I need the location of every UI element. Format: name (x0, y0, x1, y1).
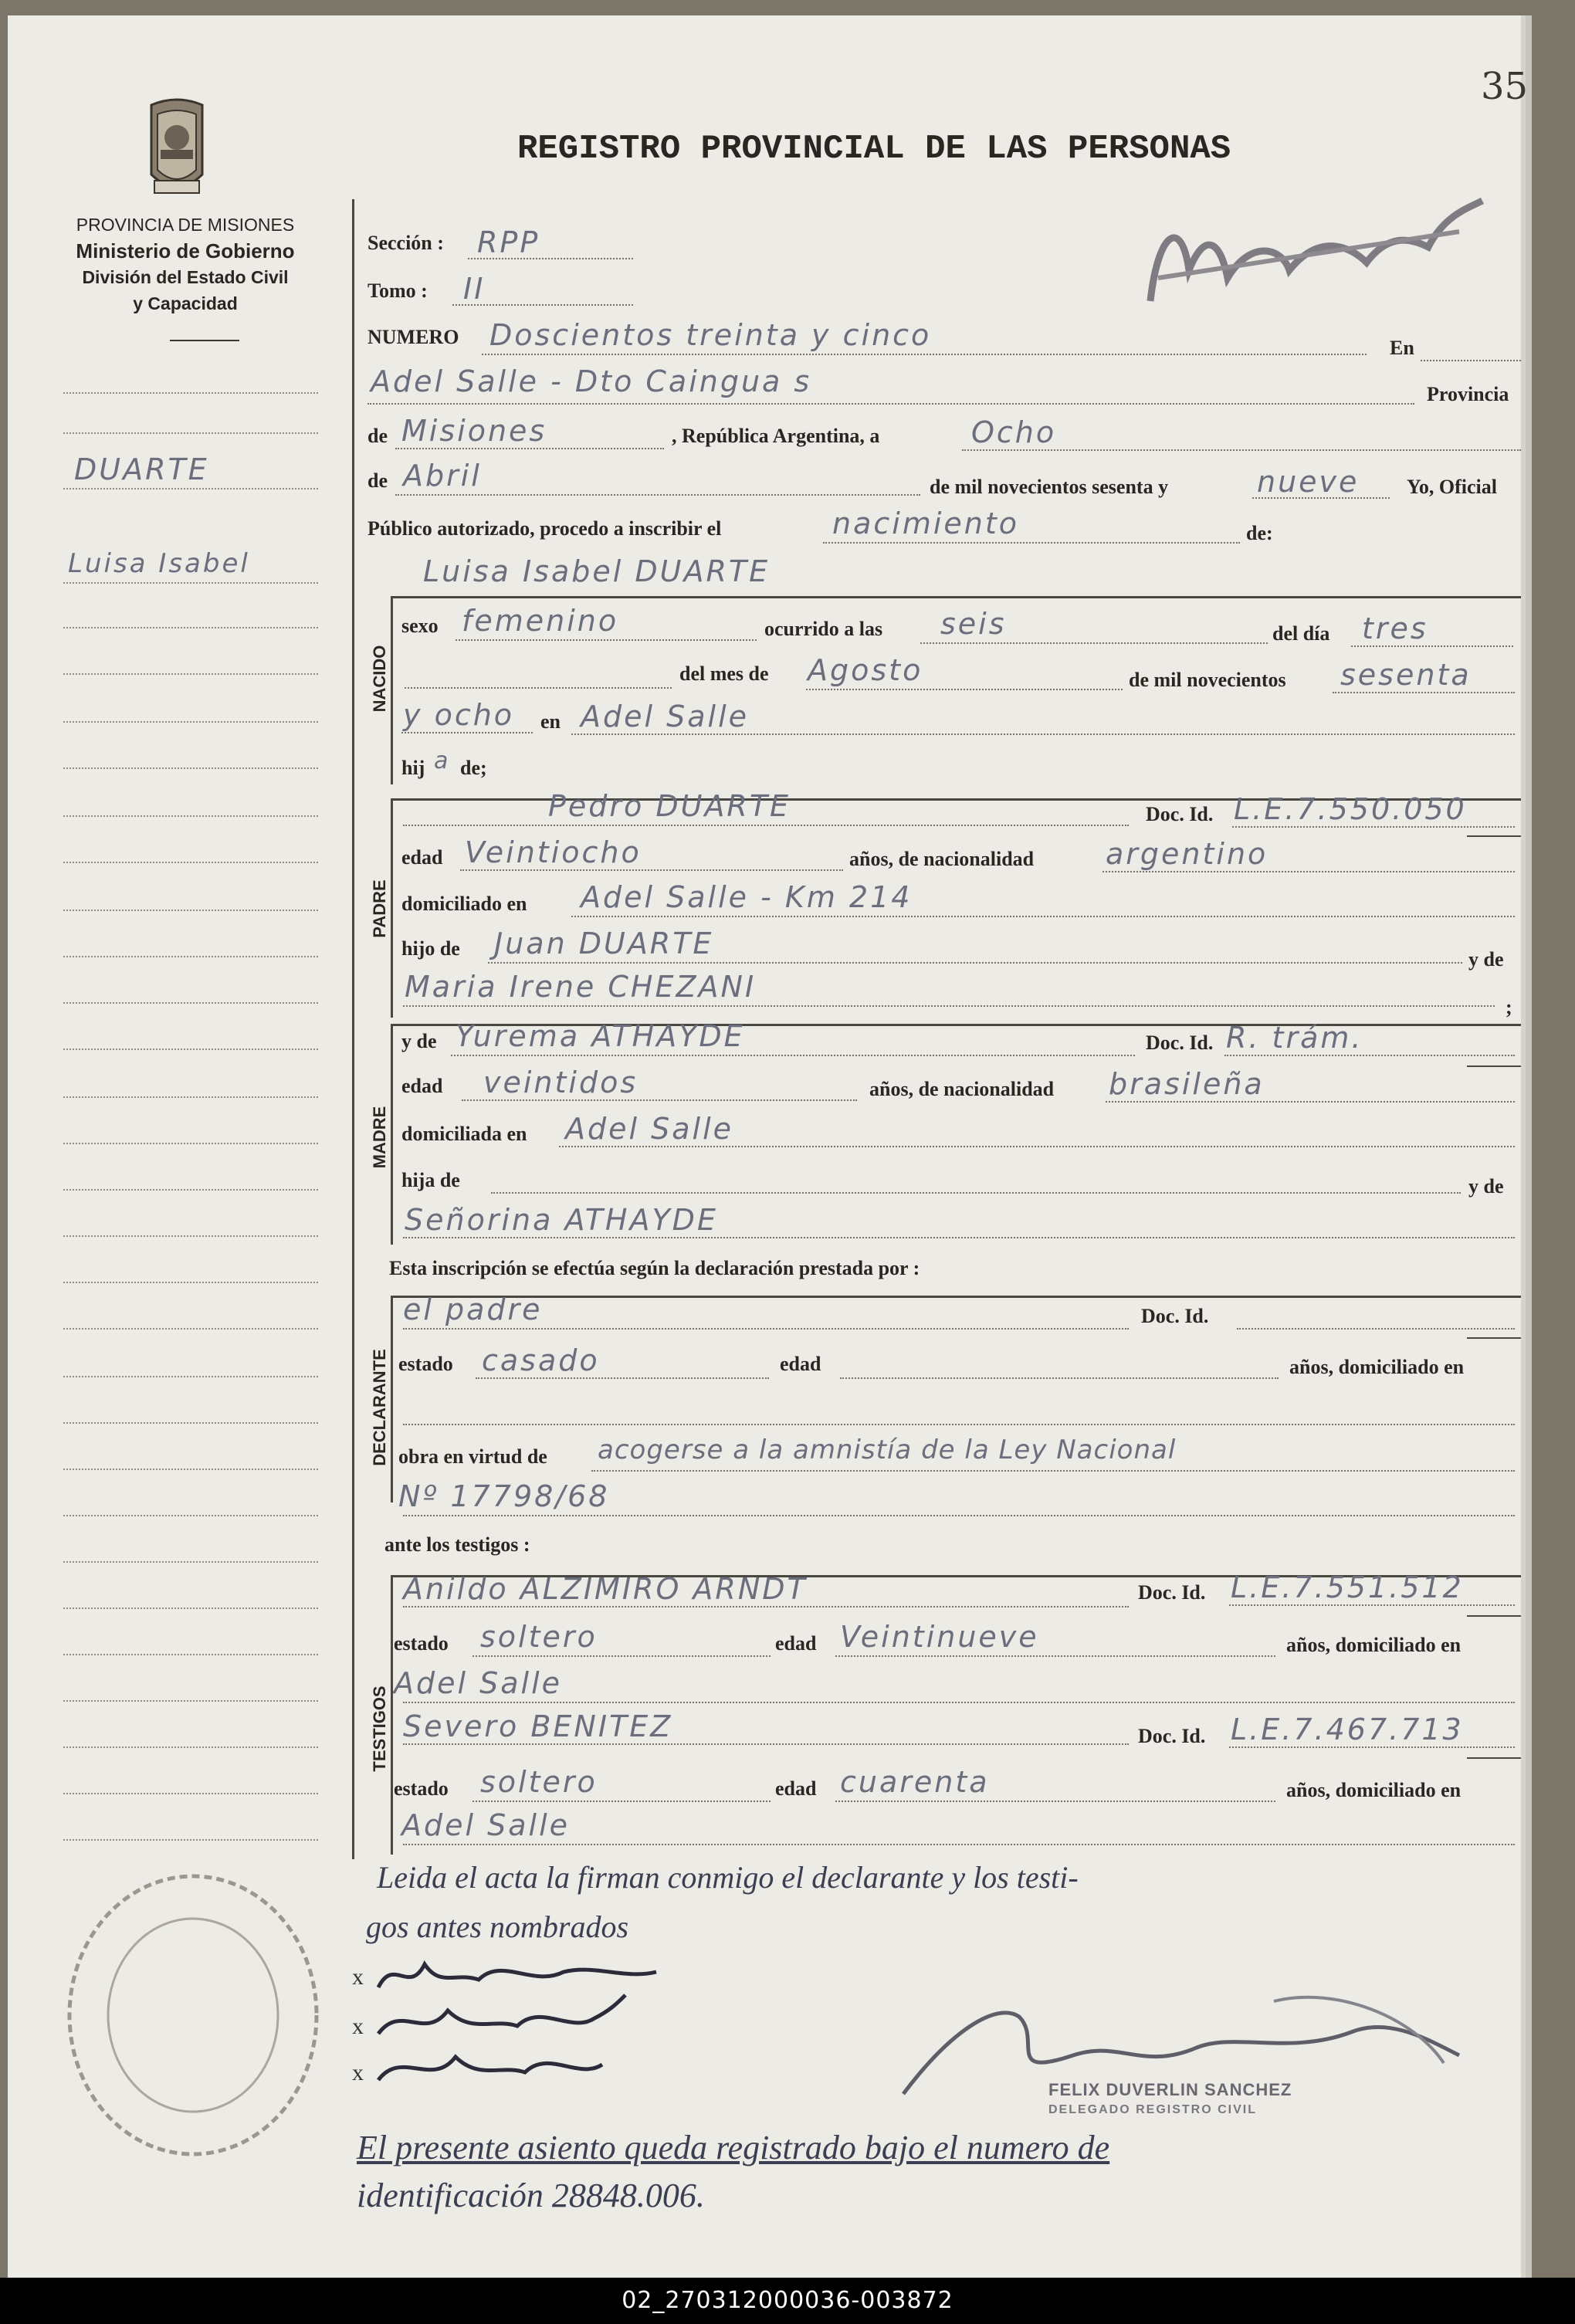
madre-madre-value: Señorina ATHAYDE (405, 1203, 718, 1237)
t1-anos-dom-label: años, domiciliado en (1286, 1634, 1462, 1656)
signatures-witnesses (347, 1949, 888, 2095)
issuer-divider (170, 340, 239, 341)
t2-nombre-value: Severo BENITEZ (403, 1709, 673, 1743)
testigos-label: TESTIGOS (370, 1685, 389, 1772)
t2-dom-value: Adel Salle (401, 1808, 571, 1842)
padre-nombre-value: Pedro DUARTE (548, 789, 791, 823)
svg-text:x: x (352, 2060, 364, 2085)
de-mil2-label: de mil novecientos (1129, 669, 1286, 691)
padre-dom-label: domiciliado en (401, 893, 527, 915)
t2-edad-value: cuarenta (840, 1765, 990, 1799)
mes-nac-value: Agosto (808, 653, 923, 687)
padre-y-de-label: y de (1468, 948, 1504, 971)
svg-text:x: x (352, 1964, 364, 1990)
page-number: 35 (1481, 65, 1529, 108)
closing-line-2: gos antes nombrados (366, 1909, 629, 1944)
lugar-nac-value: Adel Salle (581, 700, 750, 733)
dia-nac-value: tres (1362, 611, 1428, 645)
form-left-rule (352, 199, 354, 1859)
del-dia-label: del día (1272, 622, 1330, 645)
anio-nac-value-2: y ocho (403, 698, 515, 732)
ante-label: ante los testigos : (384, 1533, 530, 1556)
en-label: En (1390, 337, 1414, 359)
madre-hija-de-label: hija de (401, 1169, 460, 1191)
ocurrido-label: ocurrido a las (764, 618, 883, 640)
republica-label: , República Argentina, a (672, 425, 880, 447)
declarante-value: el padre (403, 1292, 543, 1326)
de-label-2: de (368, 469, 388, 492)
t1-doc-value: L.E.7.551.512 (1231, 1570, 1464, 1604)
de-mil-label: de mil novecientos sesenta y (930, 476, 1169, 498)
testigos-bracket (391, 1575, 393, 1855)
issuer-capacity: y Capacidad (133, 293, 238, 313)
anio-value: nueve (1257, 465, 1360, 499)
madre-nac-value: brasileña (1109, 1067, 1265, 1101)
t2-estado-label: estado (394, 1777, 449, 1800)
seccion-label: Sección : (368, 232, 444, 254)
madre-edad-label: edad (401, 1075, 443, 1097)
closing-line-1: Leida el acta la firman conmigo el declarante y los testi- (377, 1860, 1079, 1895)
padre-doc-label: Doc. Id. (1146, 803, 1214, 825)
svg-text:x: x (352, 2014, 364, 2039)
padre-semicolon: ; (1506, 996, 1512, 1018)
t1-dom-value: Adel Salle (394, 1666, 563, 1700)
margin-given-names: Luisa Isabel (68, 548, 250, 579)
provincia-label: Provincia (1427, 383, 1509, 405)
madre-doc-label: Doc. Id. (1146, 1032, 1214, 1054)
nacido-label: NACIDO (370, 645, 389, 713)
hij-label: hij (401, 757, 425, 779)
provincial-seal-logo (147, 94, 207, 202)
padre-bracket (391, 798, 393, 1018)
padre-padre-value: Juan DUARTE (494, 927, 714, 960)
circular-seal-stamp (54, 1861, 332, 2170)
de-colon-label: de: (1246, 522, 1273, 544)
del-mes-label: del mes de (679, 662, 769, 685)
declarante-edad-label: edad (780, 1353, 821, 1375)
margin-surname: DUARTE (74, 452, 209, 486)
declarante-estado-label: estado (398, 1353, 453, 1375)
t2-anos-dom-label: años, domiciliado en (1286, 1779, 1462, 1801)
declarante-bracket (391, 1296, 393, 1502)
dia-value: Ocho (971, 415, 1057, 449)
declarante-top-rule (391, 1296, 1521, 1298)
madre-bracket (391, 1024, 393, 1245)
hora-value: seis (940, 607, 1007, 641)
padre-anos-nac-label: años, de nacionalidad (849, 848, 1035, 870)
padre-madre-value: Maria Irene CHEZANI (405, 970, 757, 1004)
sexo-value: femenino (462, 604, 619, 638)
t2-doc-value: L.E.7.467.713 (1231, 1713, 1464, 1746)
numero-label: NUMERO (368, 326, 459, 348)
image-id: 02_270312000036-003872 (622, 2287, 953, 2314)
provincia-value: Misiones (401, 414, 547, 448)
issuer-province: PROVINCIA DE MISIONES (76, 215, 295, 235)
numero-value: Doscientos treinta y cinco (489, 318, 932, 352)
t1-edad-value: Veintinueve (840, 1620, 1039, 1654)
madre-doc-value: R. trám. (1226, 1021, 1363, 1055)
declarante-doc-label: Doc. Id. (1141, 1305, 1209, 1327)
declarante-estado-value: casado (482, 1343, 600, 1377)
t2-estado-value: soltero (480, 1765, 598, 1799)
seccion-value: RPP (477, 225, 540, 259)
de-label: de (368, 425, 388, 447)
note-line-2: identificación 28848.006. (357, 2177, 705, 2214)
yo-oficial-label: Yo, Oficial (1407, 476, 1497, 498)
footer-bar (0, 2278, 1575, 2324)
en-lower-label: en (540, 710, 561, 733)
padre-edad-label: edad (401, 846, 443, 869)
madre-label: MADRE (370, 1106, 389, 1169)
document-title: REGISTRO PROVINCIAL DE LAS PERSONAS (517, 130, 1231, 168)
obra-value-2: Nº 17798/68 (398, 1479, 610, 1513)
declarante-label: DECLARANTE (370, 1349, 389, 1466)
madre-anos-nac-label: años, de nacionalidad (869, 1078, 1055, 1100)
t2-doc-label: Doc. Id. (1138, 1725, 1206, 1747)
tomo-value: II (463, 272, 486, 306)
hij-suffix-value: a (434, 747, 451, 774)
sexo-label: sexo (401, 615, 439, 637)
lugar-value: Adel Salle - Dto Caingua s (371, 364, 812, 398)
madre-y-de-label: y de (1468, 1175, 1504, 1198)
t1-estado-value: soltero (480, 1620, 598, 1654)
padre-doc-value: L.E.7.550.050 (1234, 792, 1467, 826)
padre-dom-value: Adel Salle - Km 214 (581, 880, 913, 914)
t1-edad-label: edad (775, 1632, 817, 1655)
official-stamp-signature (1135, 185, 1490, 317)
nacido-bracket (391, 596, 393, 784)
madre-dom-label: domiciliada en (401, 1123, 527, 1145)
issuer-ministry: Ministerio de Gobierno (76, 239, 295, 263)
note-line-1: El presente asiento queda registrado bajo el numero de (357, 2129, 1110, 2166)
madre-edad-value: veintidos (483, 1065, 638, 1099)
nacido-top-rule (391, 596, 1521, 598)
declarante-anos-dom-label: años, domiciliado en (1289, 1356, 1465, 1378)
official-title-stamp: DELEGADO REGISTRO CIVIL (1048, 2103, 1258, 2116)
issuer-division: División del Estado Civil (82, 267, 289, 287)
mes-value: Abril (403, 459, 482, 493)
madre-nombre-value: Yurema ATHAYDE (456, 1019, 745, 1053)
nombre-value: Luisa Isabel DUARTE (423, 554, 771, 588)
t1-doc-label: Doc. Id. (1138, 1581, 1206, 1604)
padre-hijo-de-label: hijo de (401, 937, 460, 960)
esta-inscripcion-label: Esta inscripción se efectúa según la declaración prestada por : (389, 1257, 920, 1279)
padre-nac-value: argentino (1106, 837, 1268, 871)
padre-label: PADRE (370, 879, 389, 938)
madre-dom-value: Adel Salle (565, 1112, 734, 1146)
obra-label: obra en virtud de (398, 1445, 547, 1468)
acto-value: nacimiento (832, 506, 1020, 540)
hij-de-label: de; (460, 757, 487, 779)
t1-estado-label: estado (394, 1632, 449, 1655)
anio-nac-value-1: sesenta (1340, 658, 1472, 692)
tomo-label: Tomo : (368, 279, 428, 302)
madre-y-de-lead: y de (401, 1030, 437, 1052)
t2-edad-label: edad (775, 1777, 817, 1800)
t1-nombre-value: Anildo ALZIMIRO ARNDT (403, 1572, 808, 1606)
official-name-stamp: FELIX DUVERLIN SANCHEZ (1048, 2080, 1292, 2099)
padre-edad-value: Veintiocho (465, 835, 642, 869)
publico-label: Público autorizado, procedo a inscribir el (368, 517, 722, 540)
obra-value-1: acogerse a la amnistía de la Ley Nacional (598, 1435, 1177, 1465)
